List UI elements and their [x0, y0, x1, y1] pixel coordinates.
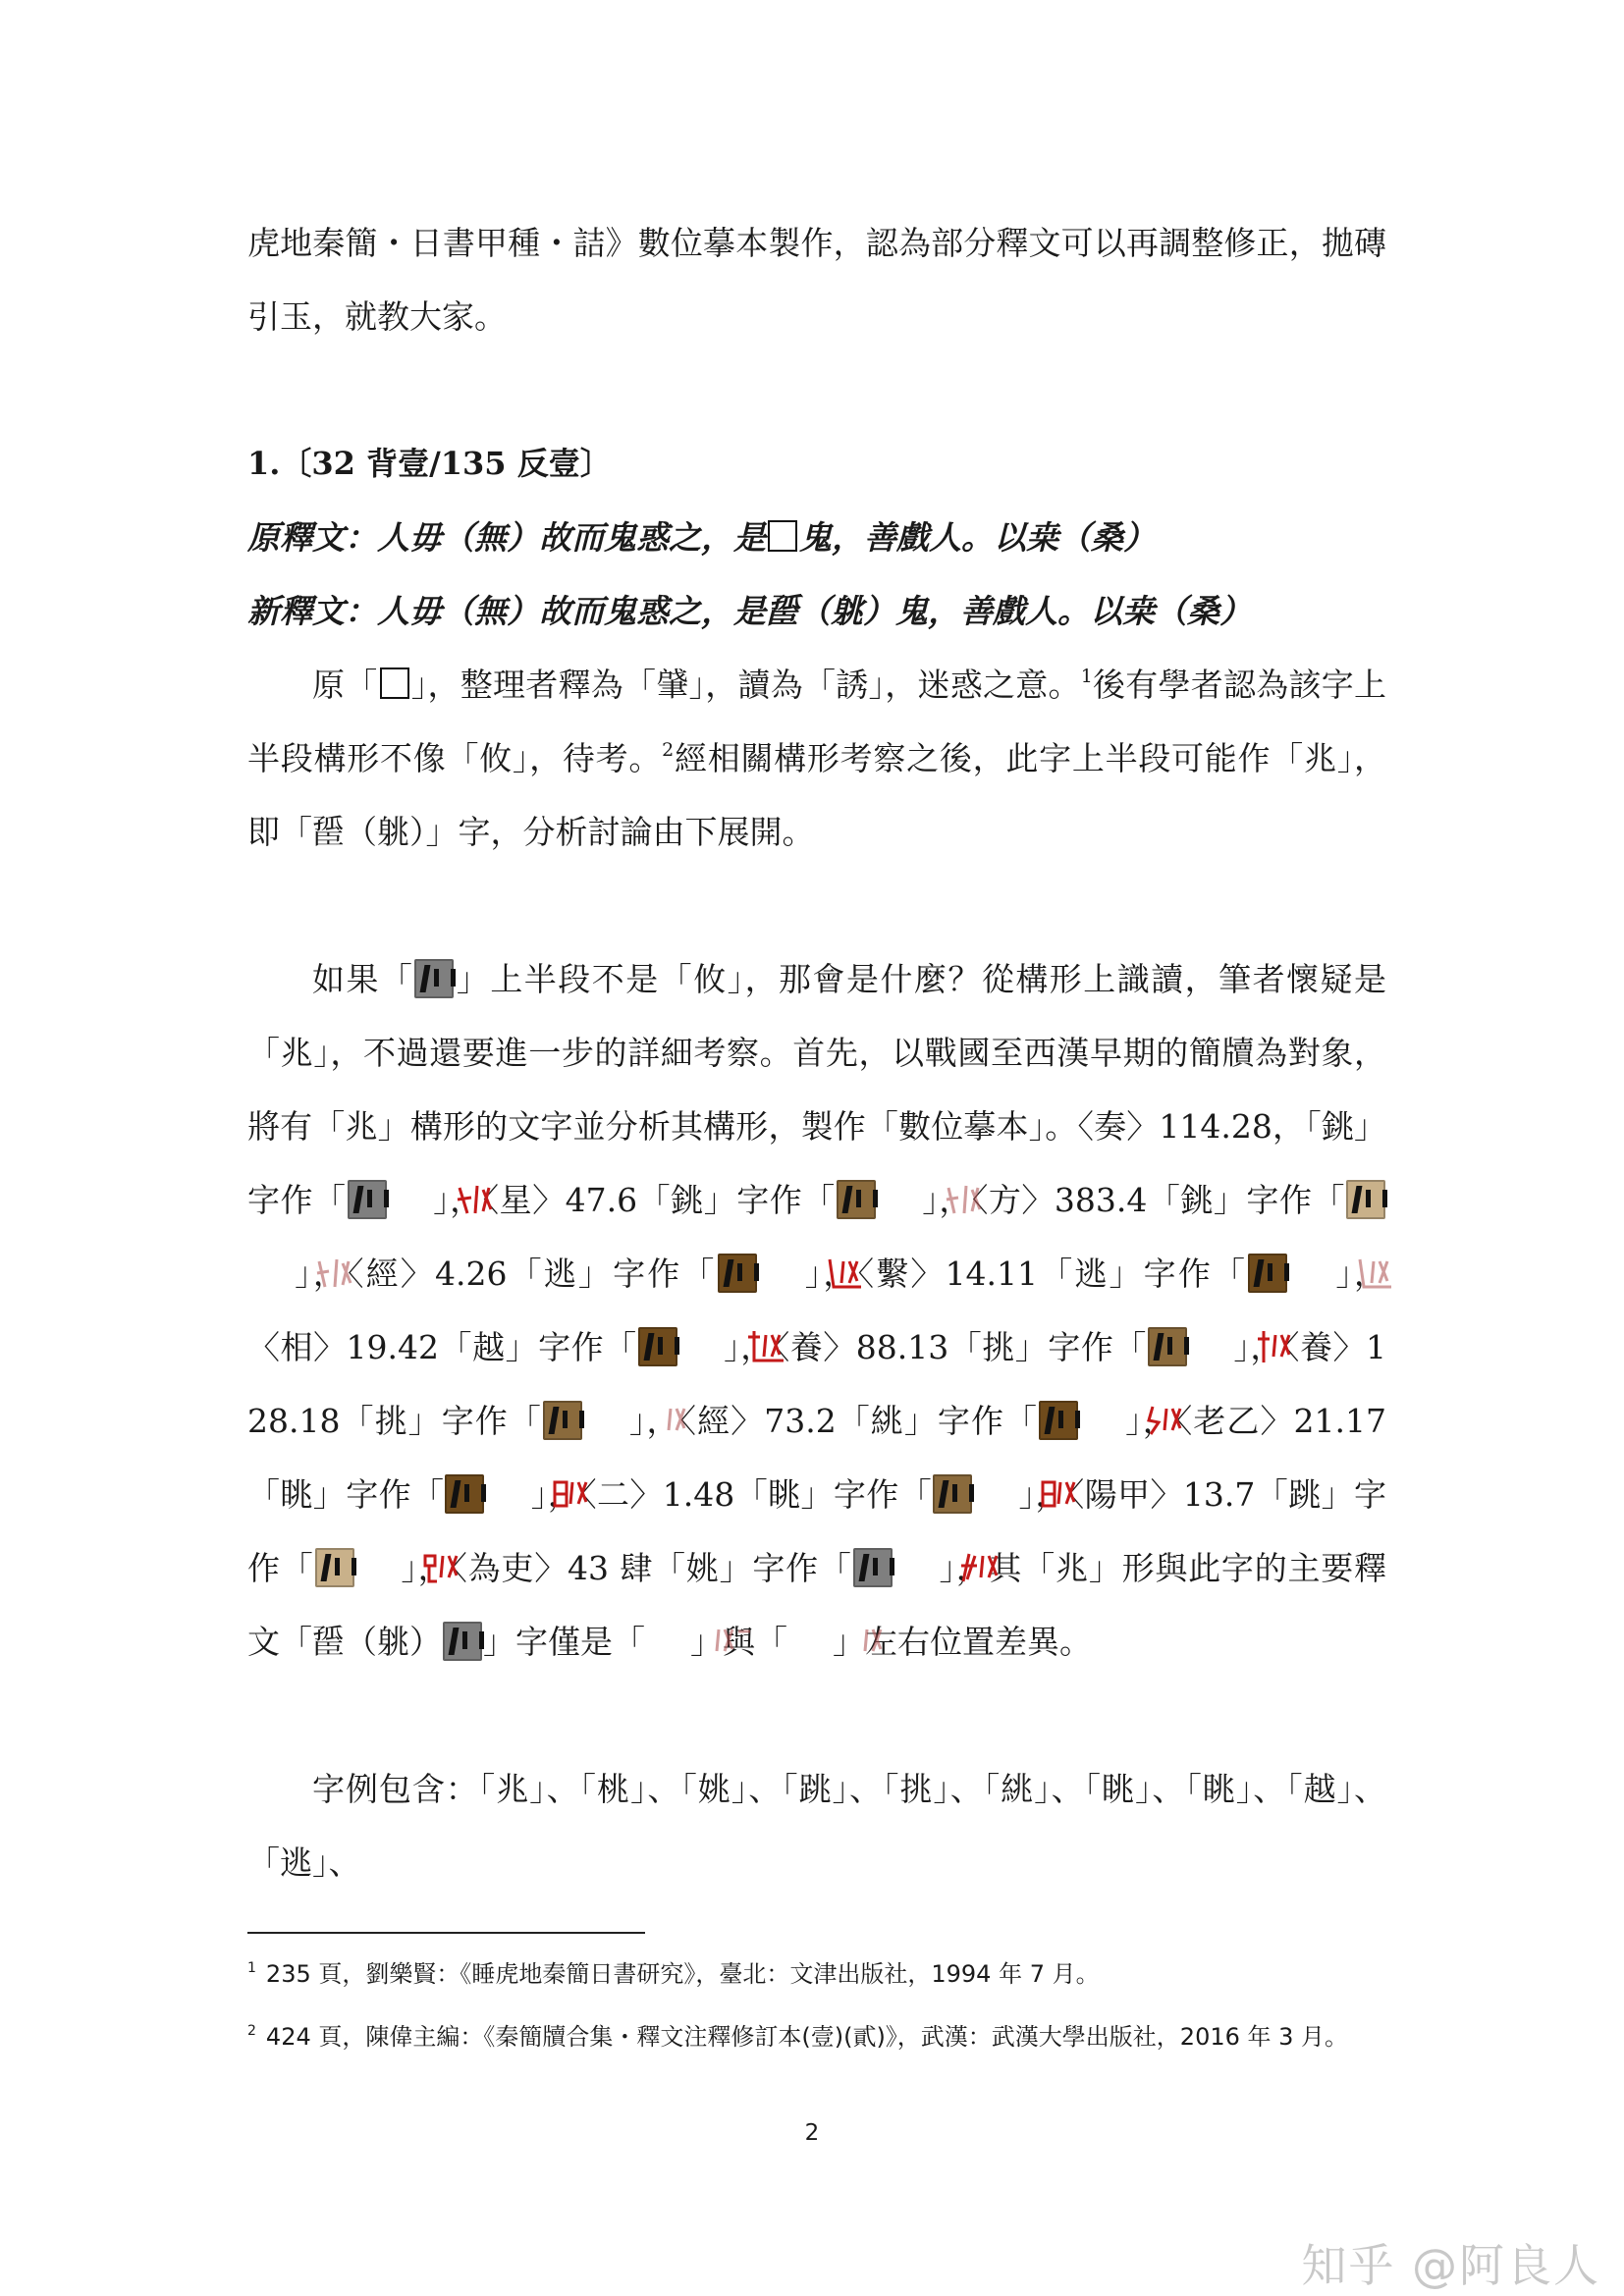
- glyph-trace-image: [389, 1171, 432, 1210]
- page-number: 2: [804, 2120, 820, 2146]
- glyph-trace-image: [679, 1318, 723, 1358]
- glyph-trace-image: [788, 1613, 832, 1652]
- glyph-scan-image: [638, 1327, 677, 1366]
- glyph-trace-image: [759, 1245, 802, 1284]
- paper-body: [247, 206, 1386, 1899]
- intro-paragraph: [247, 206, 1386, 353]
- glyph-trace-image: [356, 1539, 400, 1578]
- glyph-trace-image: [646, 1613, 689, 1652]
- glyph-scan-image: [718, 1254, 757, 1293]
- missing-character-box: [768, 520, 797, 552]
- glyph-scan-image: [414, 959, 454, 998]
- glyph-scan-image: [445, 1474, 484, 1514]
- footnote-1: $^1$ 235 頁，劉樂賢：《睡虎地秦簡日書研究》，臺北：文津出版社，1994 年 7 月。: [247, 1960, 1100, 1988]
- glyph-trace-image: [974, 1466, 1017, 1505]
- glyph-scan-image: [1248, 1254, 1287, 1293]
- watermark: 知乎 @阿良人: [1301, 2239, 1600, 2292]
- glyph-scan-image: [348, 1180, 387, 1219]
- glyph-trace-image: [1289, 1245, 1332, 1284]
- glyph-trace-image: [894, 1539, 938, 1578]
- glyph-trace-image: [1080, 1392, 1123, 1431]
- missing-character-box: [380, 667, 409, 699]
- glyph-trace-image: [1189, 1318, 1232, 1358]
- glyph-scan-image: [933, 1474, 972, 1514]
- footnote-2: $^2$ 424 頁，陳偉主編：《秦簡牘合集・釋文注釋修訂本(壹)(貳)》，武漢：武漢大學出版社，2016 年 3 月。: [247, 2023, 1349, 2051]
- glyph-scan-image: [1148, 1327, 1187, 1366]
- new-transcription: 新釋文：人毋（無）故而鬼惑之，是𦣮（䠷）鬼，善戲人。以桒（桑）: [247, 592, 1252, 630]
- glyph-scan-image: [315, 1548, 354, 1587]
- section-heading: 1.〔32 背壹/135 反壹〕: [247, 445, 612, 482]
- glyph-scan-image: [1346, 1180, 1385, 1219]
- footnote-ref-2[interactable]: 2: [662, 739, 675, 761]
- glyph-scan-image: [837, 1180, 876, 1219]
- intro-line-1: 虎地秦簡・日書甲種・詰》數位摹本製作，認為部分釋文可以再調整修正，拋磚: [247, 224, 1386, 262]
- glyph-trace-image: [486, 1466, 529, 1505]
- paragraph-3: 字例包含：「兆」、「桃」、「姚」、「跳」、「挑」、「絩」、「眺」、「眺」、「越」、「逃」、: [247, 1770, 1386, 1882]
- glyph-scan-image: [443, 1622, 482, 1661]
- glyph-trace-image: [584, 1392, 627, 1431]
- glyph-scan-image: [853, 1548, 893, 1587]
- glyph-trace-image: [878, 1171, 921, 1210]
- glyph-scan-image: [1039, 1401, 1078, 1440]
- footnote-divider: [247, 1932, 645, 1934]
- glyph-scan-image: [543, 1401, 582, 1440]
- paragraph-1: 原「 」，整理者釋為「肈」，讀為「誘」，迷惑之意。$^1$後有學者認為該字上半段構形不像「攸」，待考。$^2$經相關構形考察之後，此字上半段可能作「兆」，即「𦣮（䠷）」字，分析討論由下展開。: [247, 666, 1387, 851]
- original-transcription: 原釋文：人毋（無）故而鬼惑之，是 鬼，善戲人。以桒（桑）: [247, 518, 1156, 557]
- intro-line-2: 引玉，就教大家。: [247, 297, 507, 336]
- footnote-ref-1[interactable]: 1: [1080, 666, 1093, 687]
- glyph-trace-image: [248, 1245, 292, 1284]
- paragraph-2: 如果「 」上半段不是「攸」，那會是什麼？從構形上識讀，筆者懷疑是「兆」，不過還要進一步的詳細考察。首先，以戰國至西漢早期的簡牘為對象，將有「兆」構形的文字並分析其構形，製作「數位摹本」。〈奏〉114.28，「銚」字作「 」，〈星〉47.6「銚」字作「 」，〈方〉383.4「銚」字作「」，〈經〉4.26「逃」字作「 」，〈繫〉14.11「逃」字作「 」，〈相〉19.42「越」字作「 」，〈養〉88.13「挑」字作「 」，〈養〉128.18「挑」字作「 」，〈經〉73.2「絩」字作「 」，〈老乙〉21.17「眺」字作「 」，〈二〉1.48「眺」字作「 」，〈陽甲〉13.7「跳」字作「 」，〈為吏〉43 肆「姚」字作「 」，其「兆」形與此字的主要釋文「𦣮（䠷） 」字僅是「 」與「 」左右位置差異。: [247, 942, 1386, 1679]
